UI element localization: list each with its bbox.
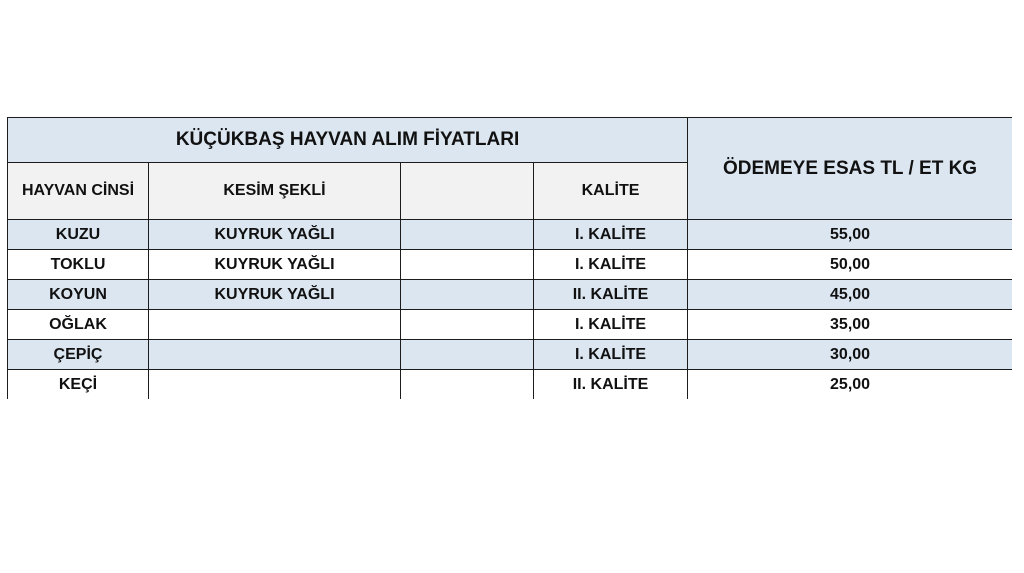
quality-cell: I. KALİTE xyxy=(534,340,688,370)
blank-cell xyxy=(401,340,534,370)
price-cell: 35,00 xyxy=(688,310,1012,340)
payment-header: ÖDEMEYE ESAS TL / ET KG xyxy=(688,118,1012,220)
table-row xyxy=(8,250,1013,280)
price-table-container xyxy=(7,117,1012,399)
animal-cell: TOKLU xyxy=(8,250,149,280)
price-cell: 25,00 xyxy=(688,370,1012,400)
blank-cell xyxy=(401,310,534,340)
table-row xyxy=(8,220,1013,250)
quality-cell: II. KALİTE xyxy=(534,280,688,310)
table-row xyxy=(8,370,1013,400)
animal-cell: KUZU xyxy=(8,220,149,250)
price-cell: 55,00 xyxy=(688,220,1012,250)
cut-cell: KUYRUK YAĞLI xyxy=(149,250,401,280)
table-title: KÜÇÜKBAŞ HAYVAN ALIM FİYATLARI xyxy=(8,118,688,163)
title-row xyxy=(8,118,1013,163)
price-cell: 45,00 xyxy=(688,280,1012,310)
cut-cell xyxy=(149,370,401,400)
column-header-cut: KESİM ŞEKLİ xyxy=(149,163,401,220)
blank-cell xyxy=(401,250,534,280)
blank-cell xyxy=(401,370,534,400)
cut-cell xyxy=(149,310,401,340)
quality-cell: I. KALİTE xyxy=(534,310,688,340)
cut-cell: KUYRUK YAĞLI xyxy=(149,280,401,310)
animal-cell: ÇEPİÇ xyxy=(8,340,149,370)
animal-cell: OĞLAK xyxy=(8,310,149,340)
blank-cell xyxy=(401,280,534,310)
column-header-quality: KALİTE xyxy=(534,163,688,220)
quality-cell: I. KALİTE xyxy=(534,220,688,250)
quality-cell: II. KALİTE xyxy=(534,370,688,400)
table-row xyxy=(8,340,1013,370)
quality-cell: I. KALİTE xyxy=(534,250,688,280)
animal-cell: KEÇİ xyxy=(8,370,149,400)
table-row xyxy=(8,310,1013,340)
cut-cell xyxy=(149,340,401,370)
price-table xyxy=(7,117,1012,399)
column-header-animal: HAYVAN CİNSİ xyxy=(8,163,149,220)
cut-cell: KUYRUK YAĞLI xyxy=(149,220,401,250)
column-header-blank xyxy=(401,163,534,220)
price-cell: 30,00 xyxy=(688,340,1012,370)
animal-cell: KOYUN xyxy=(8,280,149,310)
price-cell: 50,00 xyxy=(688,250,1012,280)
table-row xyxy=(8,280,1013,310)
blank-cell xyxy=(401,220,534,250)
